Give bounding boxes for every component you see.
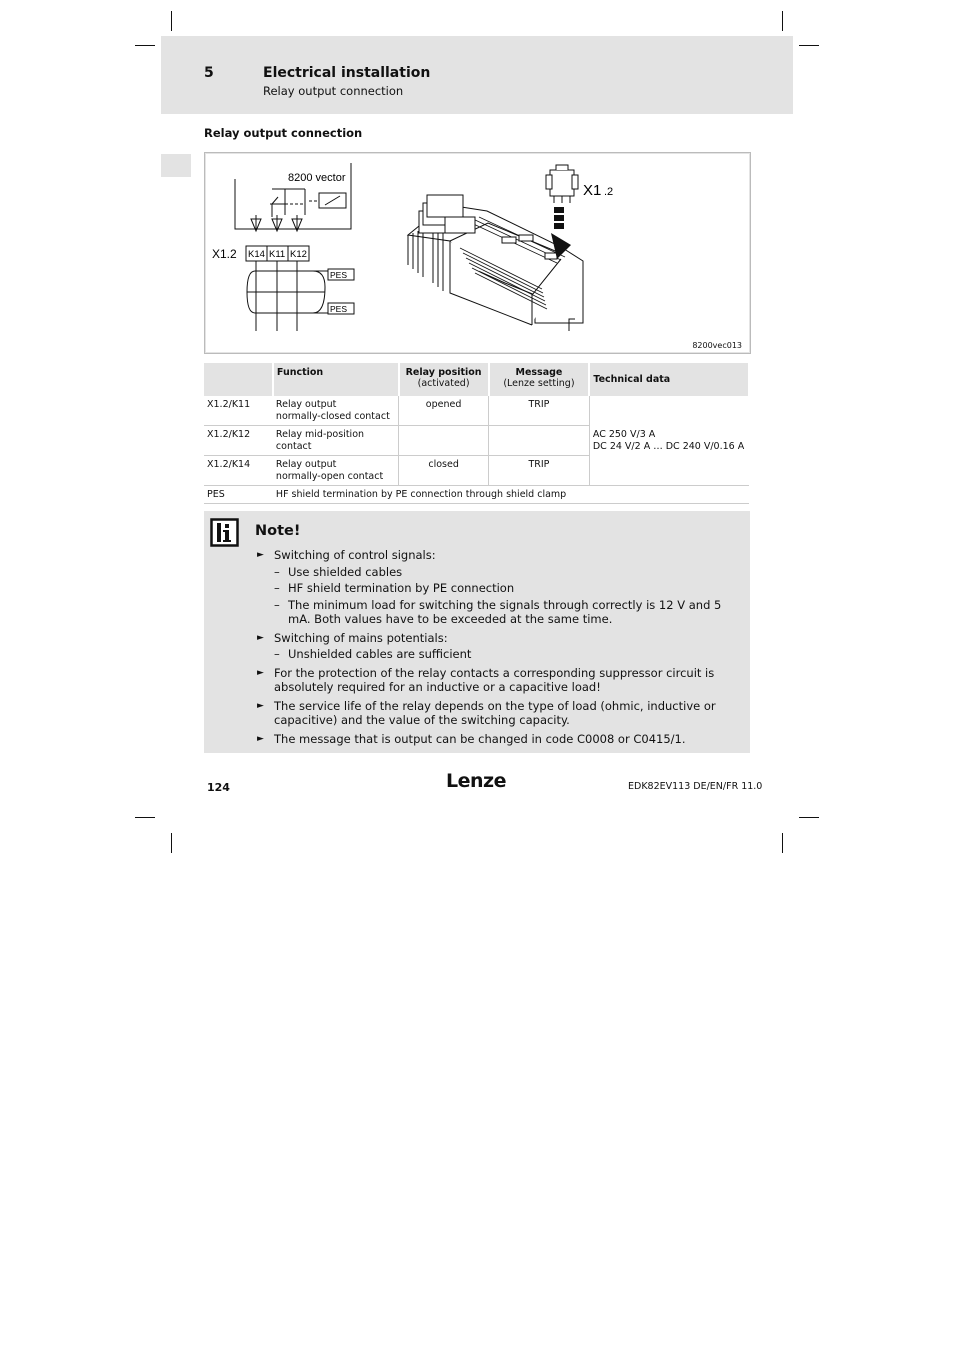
crop-mark — [135, 817, 155, 818]
wiring-diagram — [205, 153, 750, 353]
side-tab — [161, 154, 191, 177]
page-number: 124 — [207, 781, 230, 794]
info-icon — [210, 518, 239, 547]
table-row — [204, 396, 749, 426]
chapter-subtitle: Relay output connection — [263, 84, 404, 98]
connector-label-right: X1 — [583, 182, 602, 199]
pes-label-bottom: PES — [330, 304, 348, 314]
row-function — [273, 426, 399, 456]
terminal-k14: K14 — [248, 249, 265, 260]
row-terminal: PES — [204, 486, 273, 504]
row-terminal: X1.2/K14 — [204, 456, 273, 486]
list-item: – The minimum load for switching the signals through correctly is 12 V and 5 mA. Both values have to be exceeded at the same time. — [274, 598, 740, 627]
terminal-k12: K12 — [290, 249, 307, 260]
header-relay-position — [399, 363, 489, 396]
chapter-title: Electrical installation — [263, 65, 431, 81]
list-item: – Unshielded cables are sufficient — [274, 647, 740, 662]
note-sub-list — [274, 647, 740, 662]
pes-label-top: PES — [330, 270, 348, 280]
row-message — [489, 426, 590, 456]
list-item: – Use shielded cables — [274, 565, 740, 580]
relay-table — [204, 363, 750, 504]
list-item: ► For the protection of the relay contacts a corresponding suppressor circuit is absolutely required for an inductive or a capacitive load! — [256, 666, 740, 695]
list-item: ► The message that is output can be changed in code C0008 or C0415/1. — [256, 732, 740, 747]
device-label: 8200 vector — [288, 172, 346, 184]
list-item — [256, 631, 740, 662]
header-message-label: Message — [515, 367, 563, 378]
crop-mark — [782, 11, 783, 31]
chapter-header — [161, 36, 793, 114]
terminal-k11: K11 — [269, 249, 286, 260]
row-message: TRIP — [489, 396, 590, 426]
row-terminal: X1.2/K12 — [204, 426, 273, 456]
technical-data-line: DC 24 V/2 A … DC 240 V/0.16 A — [592, 441, 745, 452]
note-list — [256, 548, 740, 750]
note-sub-list — [274, 565, 740, 627]
crop-mark — [799, 45, 819, 46]
crop-mark — [171, 11, 172, 31]
row-function-line: normally-open contact — [275, 471, 384, 482]
row-function-line: normally-closed contact — [275, 411, 390, 422]
lenze-logo: Lenze — [446, 770, 506, 792]
note-item-text: Switching of mains potentials: — [274, 630, 448, 645]
row-function-line: contact — [275, 441, 312, 452]
header-function: Function — [273, 363, 399, 396]
note-title: Note! — [255, 523, 301, 539]
row-relay-position — [399, 426, 489, 456]
header-terminal — [204, 363, 273, 396]
header-message — [489, 363, 590, 396]
chapter-number: 5 — [204, 65, 214, 81]
list-item: ► The service life of the relay depends on the type of load (ohmic, inductive or capacitive) and the value of the switching capacity. — [256, 699, 740, 728]
header-relay-position-label: Relay position — [405, 367, 482, 378]
row-message: TRIP — [489, 456, 590, 486]
row-relay-position: closed — [399, 456, 489, 486]
row-description: HF shield termination by PE connection through shield clamp — [273, 486, 749, 504]
header-message-sub: (Lenze setting) — [503, 378, 575, 389]
row-function — [273, 456, 399, 486]
header-technical-data: Technical data — [589, 363, 749, 396]
figure-code: 8200vec013 — [692, 341, 742, 350]
document-code: EDK82EV113 DE/EN/FR 11.0 — [628, 781, 763, 792]
crop-mark — [171, 833, 172, 853]
crop-mark — [799, 817, 819, 818]
row-function — [273, 396, 399, 426]
connector-label: X1.2 — [212, 247, 237, 261]
row-terminal: X1.2/K11 — [204, 396, 273, 426]
connector-label-right-suffix: .2 — [604, 186, 614, 198]
row-function-line: Relay output — [275, 459, 337, 470]
header-relay-position-sub: (activated) — [417, 378, 470, 389]
row-function-line: Relay output — [275, 399, 337, 410]
list-item: – HF shield termination by PE connection — [274, 581, 740, 596]
technical-data-cell — [589, 396, 749, 486]
note-item-text: Switching of control signals: — [274, 548, 436, 562]
section-title: Relay output connection — [204, 126, 363, 140]
wiring-figure — [204, 152, 751, 354]
list-item — [256, 548, 740, 627]
note-box — [204, 511, 750, 753]
row-relay-position: opened — [399, 396, 489, 426]
crop-mark — [135, 45, 155, 46]
table-row — [204, 486, 749, 504]
crop-mark — [782, 833, 783, 853]
connector-plug — [546, 165, 578, 203]
technical-data-line: AC 250 V/3 A — [592, 429, 656, 440]
row-function-line: Relay mid-position — [275, 429, 365, 440]
